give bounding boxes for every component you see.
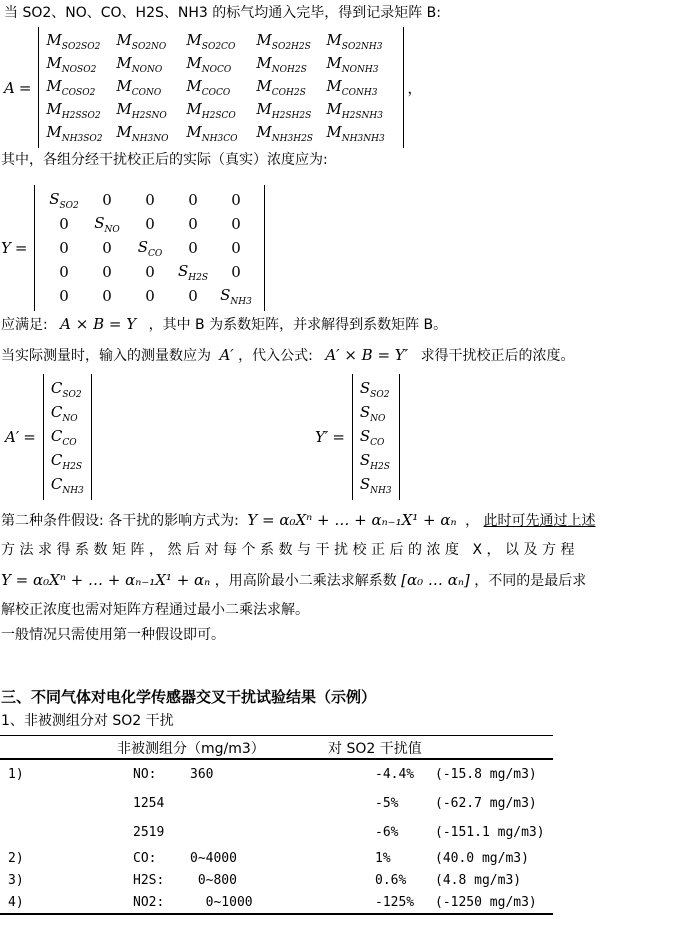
matrix-cell: $M_{NONH3}$ [326,54,379,75]
para2-l3-formula: Y = α₀Xⁿ + … + αₙ₋₁X¹ + αₙ [1,571,211,589]
matrix-row [51,377,84,401]
matrix-cell: $M_{NOH2S}$ [256,54,307,75]
matrix-cell: 0 [102,239,112,257]
table-cell: -4.4% [375,767,415,782]
matrix-cell: $M_{NOCO}$ [186,54,232,75]
matrix-row [46,53,396,76]
matrix-row [42,284,257,308]
matrix-cell: $M_{H2SNH3}$ [326,100,383,121]
matrix-row [42,236,257,260]
table-cell: 4) [8,894,24,910]
matrix-cell: $S_{H2S}$ [359,450,390,472]
para2-line3 [1,571,586,590]
table-cell: (40.0 mg/m3) [435,850,529,866]
table-cell: 2519 [133,825,165,840]
matrix-cell: $M_{SO2SO2}$ [46,31,101,52]
matrix-cell: $S_{H2S}$ [177,261,208,283]
table-cell: (-1250 mg/m3) [435,894,537,910]
matrix-cell: 0 [59,215,69,233]
matrix-row [42,212,257,236]
equals-sign: = [18,78,32,97]
matrix-cell: $M_{COH2S}$ [256,77,306,98]
table-cell: 2) [8,850,24,866]
matrix-cell: 0 [59,287,69,305]
matrix-cell: 0 [231,191,241,209]
satisfy-pre: 应满足: [1,317,48,333]
matrix-cell: $M_{SO2H2S}$ [256,31,311,52]
table-cell: (-62.7 mg/m3) [435,796,537,811]
para2-line2: 方法求得系数矩阵，然后对每个系数与干扰校正后的浓度 X，以及方程 [1,542,580,558]
vector-y-cells [352,374,400,500]
table-row [0,760,553,789]
table-cell: H2S: [133,872,165,888]
para2-line5: 一般情况只需使用第一种假设即可。 [1,627,225,643]
matrix-cell: 0 [145,191,155,209]
matrix-cell: $C_{H2S}$ [50,450,83,472]
table-cell: -125% [375,894,415,910]
table-cell: 0~1000 [190,894,253,910]
satisfy-formula: A × B = Y [60,315,137,333]
table-cell: 0~4000 [190,850,237,866]
measure-mid: ，代入公式: [238,348,313,364]
equals-sign: = [23,428,36,446]
matrix-row [360,377,392,401]
matrix-cell: 0 [231,239,241,257]
para2-l1-comma: ， [465,513,480,529]
matrix-cell: $M_{SO2NH3}$ [326,31,383,52]
table-row [0,869,553,891]
matrix-cell: $M_{H2SNO}$ [116,100,167,121]
matrix-cell: $M_{COSO2}$ [46,77,96,98]
table-row [0,847,553,869]
table-cell: 3) [8,872,24,888]
table-cell: -6% [375,825,399,840]
table-row [0,818,553,847]
table-cell: NO: [133,767,157,782]
para2-l1-pre: 第二种条件假设: 各干扰的影响方式为: [1,513,239,529]
matrix-row [42,188,257,212]
matrix-cell: 0 [59,239,69,257]
intro-line: 当 SO2、NO、CO、H2S、NH3 的标气均通入完毕，得到记录矩阵 B: [4,5,441,21]
table-cell: -5% [375,796,399,811]
matrix-cell: $M_{CONO}$ [116,77,162,98]
matrix-cell: $M_{NH3CO}$ [186,123,238,144]
para2-line4: 解校正浓度也需对矩阵方程通过最小二乘法求解。 [1,602,309,618]
matrix-cell: $M_{H2SCO}$ [186,100,236,121]
measure-formula: A′ × B = Y′ [325,346,409,364]
matrix-cell: 0 [188,287,198,305]
matrix-cell: 0 [145,263,155,281]
matrix-cell: $M_{NH3H2S}$ [256,123,313,144]
matrix-cell: $S_{NH3}$ [359,474,392,496]
equals-sign: = [14,239,28,257]
matrix-y-cells [34,185,265,311]
matrix-cell: 0 [145,215,155,233]
matrix-cell: $M_{NH3SO2}$ [46,123,103,144]
section-heading: 三、不同气体对电化学传感器交叉干扰试验结果（示例） [1,688,377,706]
table-cell: 1) [8,767,24,782]
table-cell: (-151.1 mg/m3) [435,825,545,840]
matrix-a-comma: ， [407,79,423,97]
matrix-cell: $M_{H2SH2S}$ [256,100,312,121]
matrix-row [51,473,84,497]
matrix-y-label: Y [1,239,11,257]
matrix-cell: $S_{NO}$ [94,213,120,235]
table-cell: 0~800 [190,872,237,888]
table-header-components: 非被测组分（mg/m3） [117,741,265,757]
matrix-row [360,425,392,449]
matrix-cell: $S_{SO2}$ [49,189,79,211]
table-cell: 360 [190,767,214,782]
matrix-cell: $C_{NH3}$ [50,474,84,496]
matrix-row [51,449,84,473]
vector-y-label: Y′ [315,428,329,446]
matrix-row [42,260,257,284]
table-cell: NO2: [133,894,165,910]
matrix-cell: $M_{SO2NO}$ [116,31,167,52]
matrix-cell: $M_{NOSO2}$ [46,54,97,75]
matrix-cell: $C_{CO}$ [50,426,77,448]
table-cell: 0.6% [375,872,407,888]
table-cell: 1% [375,850,391,866]
matrix-cell: $M_{H2SSO2}$ [46,100,101,121]
table-cell: 1254 [133,796,165,811]
matrix-cell: 0 [145,287,155,305]
table-header-so2-value: 对 SO2 干扰值 [328,741,422,757]
table-row [0,789,553,818]
matrix-cell: $S_{NO}$ [359,402,386,424]
table-body [0,760,553,915]
matrix-cell: $M_{SO2CO}$ [186,31,236,52]
matrix-cell: $S_{CO}$ [137,237,163,259]
para2-l3-post: ，不同的是最后求 [474,573,587,589]
matrix-cell: 0 [231,263,241,281]
matrix-row [46,30,396,53]
interference-table [0,735,553,915]
measure-line [1,346,575,365]
table-cell: CO: [133,850,157,866]
matrix-a-label: A [4,78,15,97]
para2-l1-formula: Y = α₀Xⁿ + … + αₙ₋₁X¹ + αₙ [247,511,457,529]
matrix-row [46,122,396,145]
para2-l3-bracket: [α₀ … αₙ] [401,571,470,589]
matrix-row [46,76,396,99]
matrix-row [360,449,392,473]
matrix-cell: $M_{NONO}$ [116,54,163,75]
matrix-cell: 0 [102,191,112,209]
matrix-a [4,27,422,148]
sub-heading: 1、非被测组分对 SO2 干扰 [1,713,174,729]
matrix-a-cells [38,27,404,148]
matrix-cell: 0 [231,215,241,233]
matrix-cell: $M_{COCO}$ [186,77,231,98]
matrix-cell: 0 [188,215,198,233]
table-cell: (-15.8 mg/m3) [435,767,537,782]
matrix-y [1,185,265,311]
table-cell: (4.8 mg/m3) [435,872,522,888]
matrix-cell: $M_{NH3NH3}$ [326,123,385,144]
satisfy-post: ，其中 B 为系数矩阵，并求解得到系数矩阵 B。 [148,317,448,333]
vector-a-label: A′ [5,428,20,446]
measure-a-symbol: A′ [219,346,234,364]
vector-a-prime [5,374,92,500]
matrix-row [46,99,396,122]
matrix-cell: $C_{SO2}$ [50,378,82,400]
matrix-cell: $M_{CONH3}$ [326,77,378,98]
after-matrix-a-line: 其中，各组分经干扰校正后的实际（真实）浓度应为: [1,152,328,168]
matrix-row [51,425,84,449]
matrix-cell: 0 [188,191,198,209]
satisfy-line [1,315,447,334]
matrix-row [360,401,392,425]
matrix-cell: $C_{NO}$ [50,402,78,424]
matrix-cell: $S_{CO}$ [359,426,385,448]
table-header-row [0,736,553,760]
table-row [0,891,553,913]
vector-a-cells [43,374,92,500]
matrix-cell: $M_{NH3NO}$ [116,123,169,144]
matrix-row [360,473,392,497]
matrix-cell: 0 [102,287,112,305]
matrix-cell: $S_{NH3}$ [220,285,252,307]
measure-post: 求得干扰校正后的浓度。 [420,348,575,364]
matrix-row [51,401,84,425]
para2-line1 [1,511,596,530]
matrix-cell: 0 [59,263,69,281]
equals-sign: = [332,428,345,446]
para2-l1-underlined: 此时可先通过上述 [483,513,596,529]
vector-y-prime [315,374,400,500]
matrix-cell: 0 [102,263,112,281]
measure-pre: 当实际测量时，输入的测量数应为 [1,348,211,364]
para2-l3-mid: ，用高阶最小二乘法求解系数 [214,573,397,589]
matrix-cell: 0 [188,239,198,257]
matrix-cell: $S_{SO2}$ [359,378,390,400]
